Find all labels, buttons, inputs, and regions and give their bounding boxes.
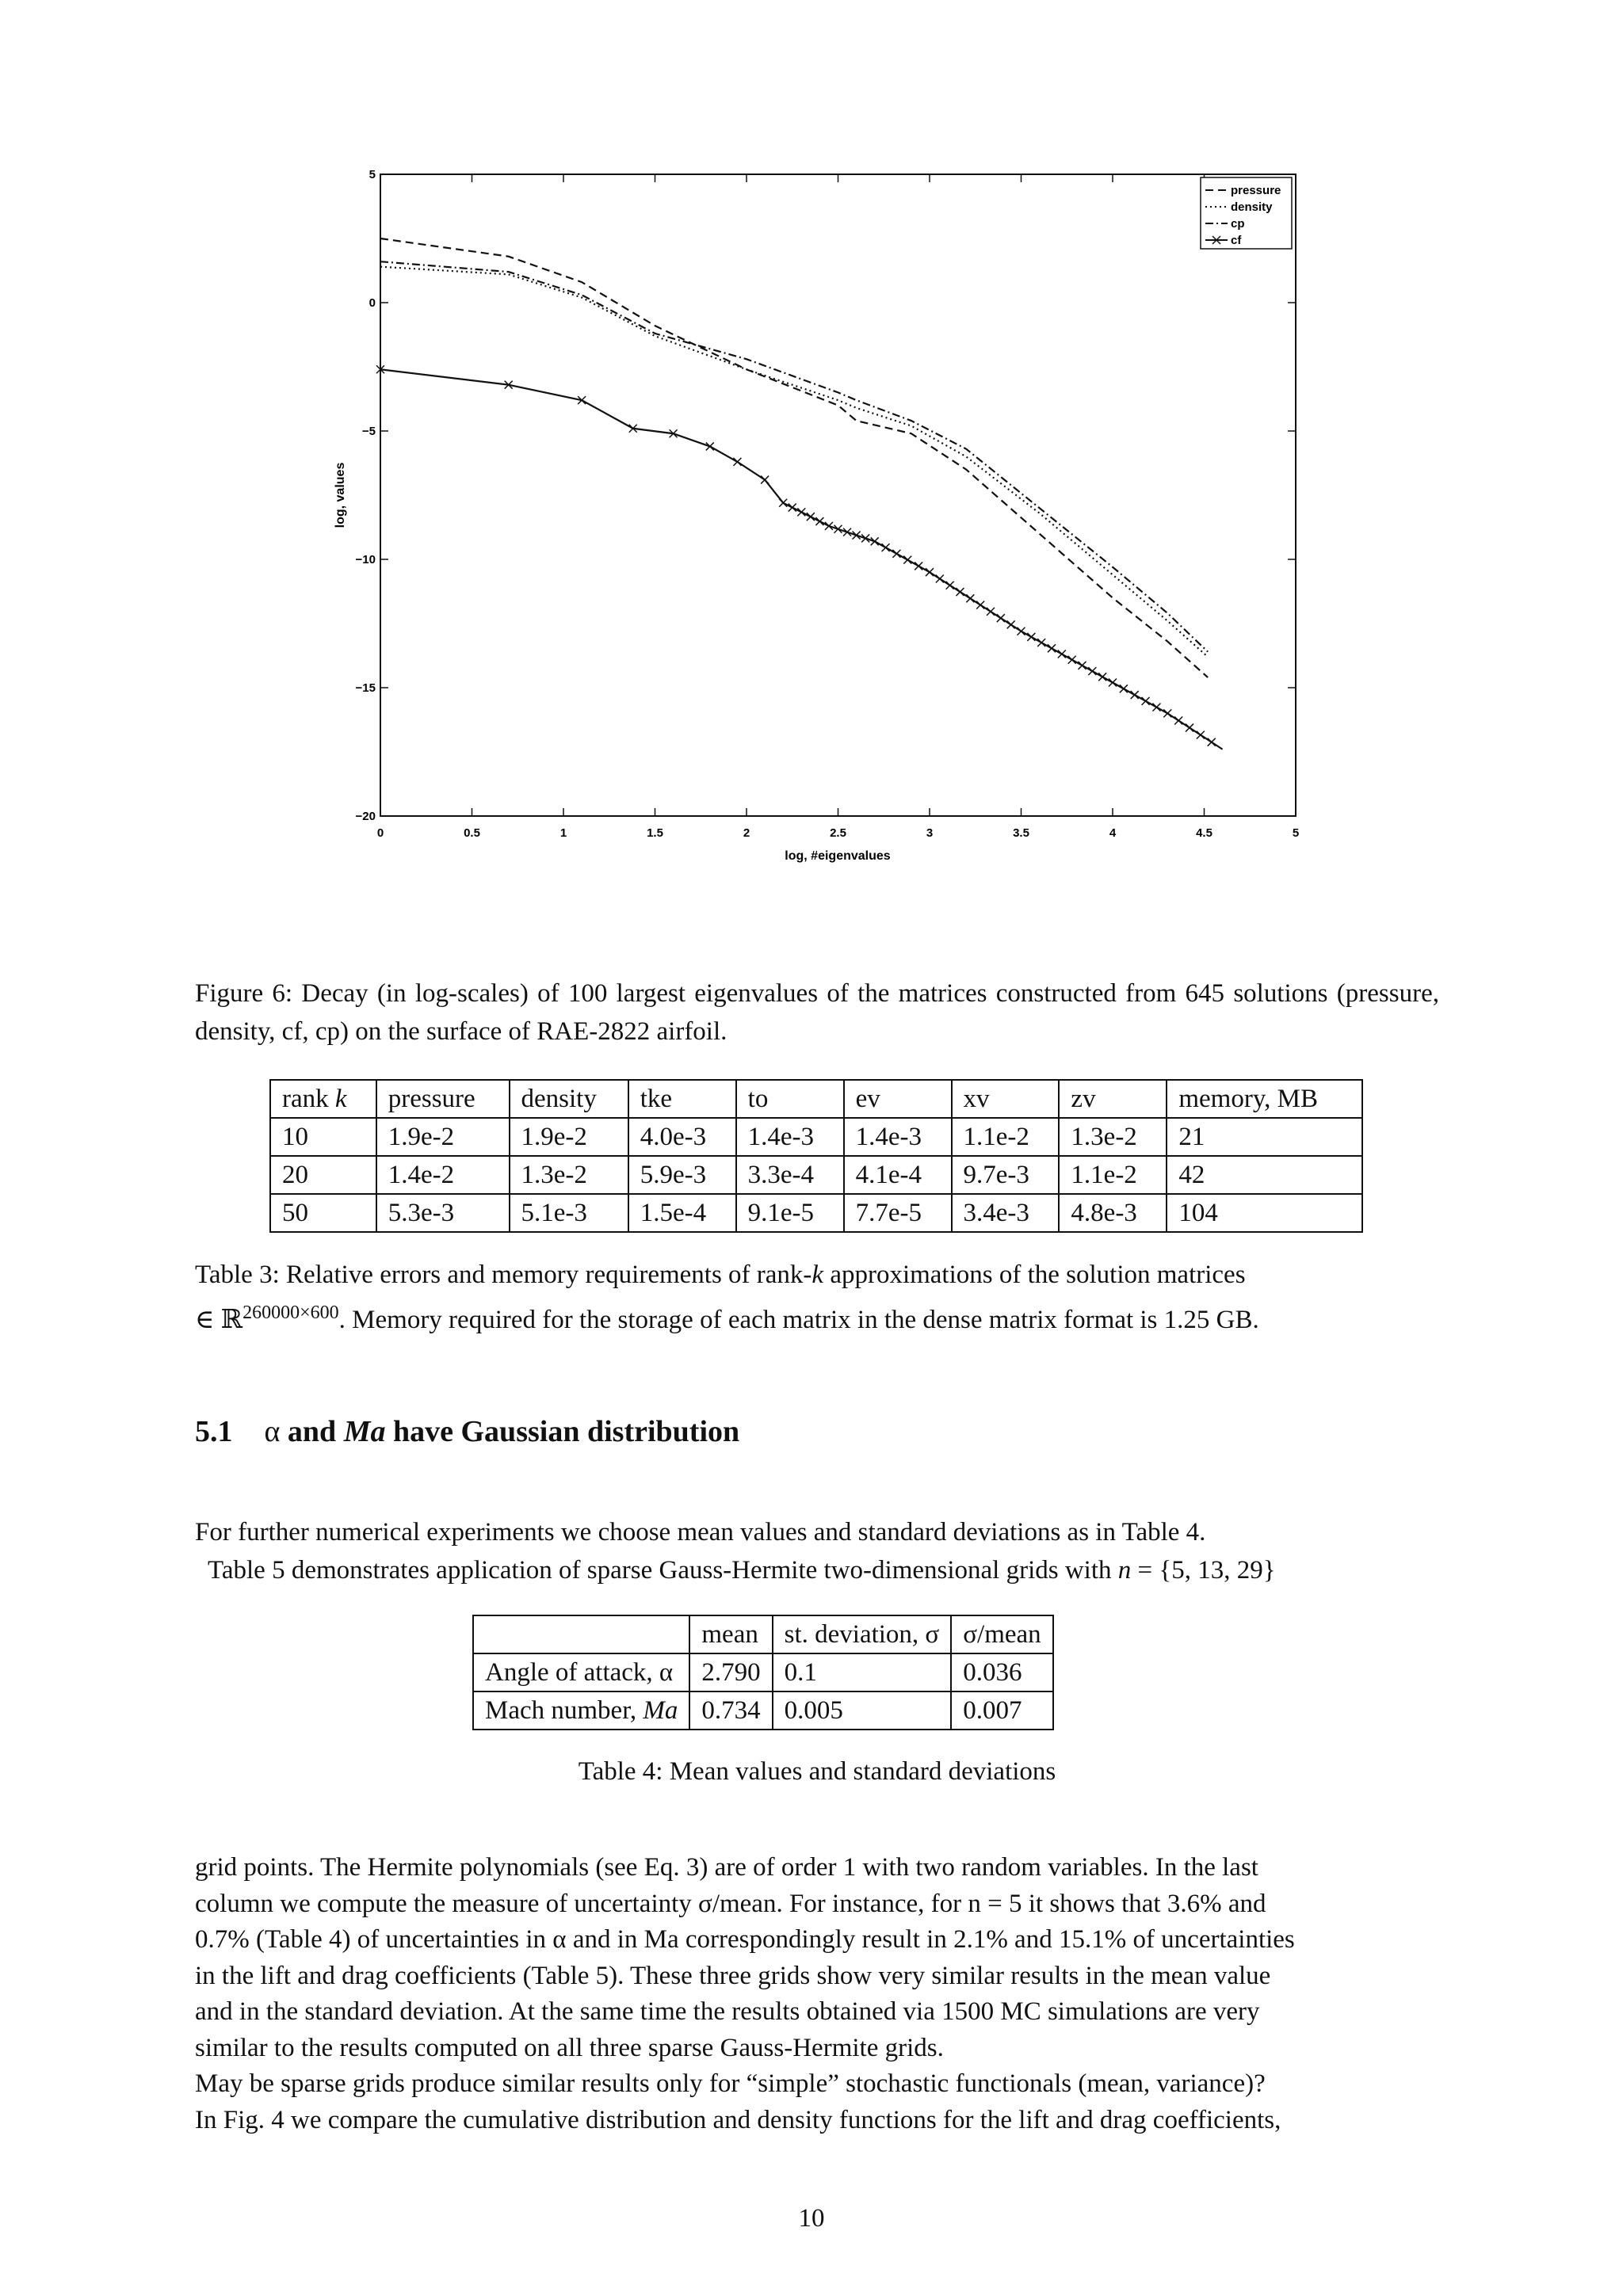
cf-marker bbox=[1131, 691, 1139, 699]
table-header-row bbox=[473, 1615, 1053, 1653]
header-cell: density bbox=[510, 1080, 628, 1118]
cf-marker bbox=[976, 601, 984, 609]
para-line: For further numerical experiments we choose mean values and standard deviations as in Table 4. bbox=[195, 1518, 1206, 1547]
table-3 bbox=[269, 1079, 1363, 1233]
cf-marker bbox=[861, 534, 869, 542]
table-row bbox=[270, 1194, 1362, 1232]
section-text: and bbox=[280, 1415, 344, 1448]
cf-marker bbox=[1027, 633, 1035, 641]
cf-marker bbox=[987, 608, 995, 616]
section-heading bbox=[195, 1414, 739, 1449]
table-cell: 0.1 bbox=[773, 1653, 952, 1691]
table-cell: 2.790 bbox=[689, 1653, 772, 1691]
x-tick-label: 1 bbox=[559, 826, 567, 840]
table-cell: 21 bbox=[1167, 1118, 1362, 1156]
cf-marker bbox=[825, 522, 833, 530]
para-line: in the lift and drag coefficients (Table 5). These three grids show very similar results in the mean value bbox=[195, 1961, 1271, 1990]
cf-marker bbox=[957, 588, 964, 596]
para-line: May be sparse grids produce similar results only for “simple” stochastic functionals (mean, variance)? bbox=[195, 2069, 1266, 2098]
table-cell: 0.734 bbox=[689, 1691, 772, 1730]
cf-marker bbox=[733, 458, 741, 466]
header-cell: memory, MB bbox=[1167, 1080, 1362, 1118]
legend bbox=[1201, 177, 1292, 249]
cf-marker bbox=[882, 543, 890, 551]
x-tick-label: 0.5 bbox=[464, 826, 480, 840]
header-cell: to bbox=[736, 1080, 844, 1118]
cf-marker bbox=[936, 574, 944, 582]
table-header-row bbox=[270, 1080, 1362, 1118]
cf-marker bbox=[789, 504, 796, 512]
table-cell: 5.9e-3 bbox=[628, 1156, 736, 1194]
y-axis-label: log, values bbox=[334, 462, 347, 528]
table-cell: 4.8e-3 bbox=[1059, 1194, 1167, 1232]
table-cell: 3.3e-4 bbox=[736, 1156, 844, 1194]
header-cell: mean bbox=[689, 1615, 772, 1653]
table-cell: 1.3e-2 bbox=[1059, 1118, 1167, 1156]
table-cell: 1.9e-2 bbox=[376, 1118, 510, 1156]
legend-entry-density: density bbox=[1231, 200, 1273, 214]
para-text: = {5, 13, 29} bbox=[1131, 1556, 1276, 1585]
para-line: column we compute the measure of uncertainty σ/mean. For instance, for n = 5 it shows that 3.6% and bbox=[195, 1889, 1266, 1918]
cf-marker bbox=[807, 513, 815, 521]
caption-text: ∈ ℝ bbox=[195, 1306, 243, 1334]
cf-marker bbox=[903, 556, 911, 564]
header-cell: xv bbox=[952, 1080, 1060, 1118]
y-tick-label: −20 bbox=[355, 810, 376, 823]
cf-marker bbox=[1163, 709, 1171, 717]
y-tick-label: 0 bbox=[369, 296, 376, 310]
legend-entry-pressure: pressure bbox=[1231, 184, 1281, 197]
table-cell: 104 bbox=[1167, 1194, 1362, 1232]
table-cell: 0.007 bbox=[951, 1691, 1052, 1730]
legend-entry-cf: cf bbox=[1231, 234, 1242, 247]
table-4-caption: Table 4: Mean values and standard deviations bbox=[578, 1757, 1056, 1786]
cf-marker bbox=[1007, 620, 1015, 628]
para-line: and in the standard deviation. At the same time the results obtained via 1500 MC simulations are very bbox=[195, 1997, 1260, 2026]
x-tick-label: 2.5 bbox=[830, 826, 846, 840]
section-text: have Gaussian distribution bbox=[385, 1415, 740, 1448]
page-number: 10 bbox=[798, 2204, 825, 2233]
cf-marker bbox=[1109, 679, 1117, 687]
y-tick-label: −10 bbox=[355, 553, 376, 566]
para-line bbox=[195, 1551, 1439, 1589]
y-tick-label: −5 bbox=[361, 425, 376, 438]
table-cell: 4.1e-4 bbox=[844, 1156, 952, 1194]
y-tick-label: 5 bbox=[369, 168, 376, 181]
cf-marker bbox=[1079, 662, 1086, 669]
cf-marker bbox=[843, 528, 851, 536]
cf-marker bbox=[853, 532, 861, 540]
table-3-caption bbox=[195, 1256, 1439, 1339]
table-cell: 50 bbox=[270, 1194, 376, 1232]
cf-marker bbox=[1037, 639, 1045, 646]
cf-marker bbox=[1186, 724, 1193, 732]
table-cell: 1.4e-3 bbox=[844, 1118, 952, 1156]
header-cell: pressure bbox=[376, 1080, 510, 1118]
cf-marker bbox=[997, 614, 1005, 622]
cf-marker bbox=[1088, 667, 1096, 675]
series-line-cp bbox=[380, 261, 1208, 651]
cf-marker bbox=[1197, 731, 1205, 739]
cf-marker bbox=[1058, 650, 1066, 658]
table-cell: 5.1e-3 bbox=[510, 1194, 628, 1232]
cf-marker bbox=[1142, 697, 1150, 705]
cf-marker bbox=[1068, 656, 1076, 664]
section-alpha: α bbox=[264, 1415, 281, 1448]
header-cell: rank k bbox=[270, 1080, 376, 1118]
caption-text: Table 3: Relative errors and memory requirements of rank- bbox=[195, 1261, 812, 1289]
x-tick-label: 5 bbox=[1292, 826, 1300, 840]
caption-text: . Memory required for the storage of each matrix in the dense matrix format is 1.25 GB. bbox=[338, 1306, 1259, 1334]
table-cell: 4.0e-3 bbox=[628, 1118, 736, 1156]
table-cell: Mach number, Ma bbox=[473, 1691, 689, 1730]
table-cell: 3.4e-3 bbox=[952, 1194, 1060, 1232]
cf-marker bbox=[706, 442, 714, 450]
italic-symbol: Ma bbox=[643, 1696, 678, 1725]
caption-k: k bbox=[812, 1261, 824, 1289]
header-cell: tke bbox=[628, 1080, 736, 1118]
table-cell: 10 bbox=[270, 1118, 376, 1156]
cf-marker bbox=[779, 499, 787, 507]
caption-sup: 260000×600 bbox=[242, 1302, 339, 1323]
section-ma: Ma bbox=[343, 1415, 386, 1448]
para-n: n bbox=[1117, 1556, 1132, 1585]
eigenvalue-decay-chart bbox=[317, 158, 1331, 887]
x-tick-label: 4 bbox=[1109, 826, 1117, 840]
series-line-density bbox=[380, 267, 1208, 657]
cf-marker bbox=[966, 594, 974, 602]
table-cell: 7.7e-5 bbox=[844, 1194, 952, 1232]
y-tick-label: −15 bbox=[355, 681, 376, 695]
x-tick-label: 1.5 bbox=[647, 826, 663, 840]
x-tick-label: 3.5 bbox=[1013, 826, 1029, 840]
para-line: grid points. The Hermite polynomials (see Eq. 3) are of order 1 with two random variables. In the last bbox=[195, 1853, 1258, 1882]
cf-marker bbox=[1152, 704, 1160, 711]
x-tick-label: 2 bbox=[743, 826, 750, 840]
italic-symbol: k bbox=[334, 1085, 347, 1113]
paragraph-1 bbox=[195, 1513, 1439, 1589]
cf-marker bbox=[1174, 716, 1182, 724]
table-cell: 9.7e-3 bbox=[952, 1156, 1060, 1194]
table-cell: 1.3e-2 bbox=[510, 1156, 628, 1194]
cf-marker bbox=[1048, 644, 1056, 652]
para-line: similar to the results computed on all three sparse Gauss-Hermite grids. bbox=[195, 2033, 944, 2062]
table-cell: 20 bbox=[270, 1156, 376, 1194]
paragraph-2 bbox=[195, 1850, 1439, 2138]
x-tick-label: 4.5 bbox=[1196, 826, 1212, 840]
header-cell: zv bbox=[1059, 1080, 1167, 1118]
series-line-pressure bbox=[380, 238, 1208, 677]
cf-marker bbox=[834, 525, 842, 533]
cf-marker bbox=[892, 550, 900, 558]
cf-marker bbox=[761, 476, 769, 484]
cf-marker bbox=[1208, 738, 1216, 746]
legend-entry-cp: cp bbox=[1231, 217, 1245, 231]
para-line: In Fig. 4 we compare the cumulative distribution and density functions for the lift and drag coefficients, bbox=[195, 2105, 1281, 2134]
table-4 bbox=[472, 1615, 1054, 1730]
section-number: 5.1 bbox=[195, 1415, 233, 1448]
series-layer bbox=[376, 238, 1223, 749]
para-text: Table 5 demonstrates application of sparse Gauss-Hermite two-dimensional grids with bbox=[208, 1556, 1118, 1585]
header-cell: σ/mean bbox=[951, 1615, 1052, 1653]
series-line-cf bbox=[380, 369, 1223, 749]
cf-marker bbox=[871, 537, 879, 545]
table-cell: 9.1e-5 bbox=[736, 1194, 844, 1232]
cf-marker bbox=[946, 582, 954, 589]
header-cell: st. deviation, σ bbox=[773, 1615, 952, 1653]
cf-marker bbox=[926, 568, 934, 576]
cf-marker bbox=[797, 508, 805, 516]
table-cell: 0.036 bbox=[951, 1653, 1052, 1691]
cf-marker bbox=[815, 517, 823, 525]
plot-frame bbox=[380, 174, 1296, 816]
table-cell: 1.4e-3 bbox=[736, 1118, 844, 1156]
x-tick-label: 3 bbox=[926, 826, 934, 840]
para-line: 0.7% (Table 4) of uncertainties in α and in Ma correspondingly result in 2.1% and 15.1% of uncertainties bbox=[195, 1925, 1295, 1954]
cf-marker bbox=[1018, 627, 1025, 635]
table-cell: 1.4e-2 bbox=[376, 1156, 510, 1194]
cf-marker bbox=[1120, 685, 1128, 692]
table-row bbox=[473, 1691, 1053, 1730]
table-cell: 42 bbox=[1167, 1156, 1362, 1194]
figure-caption: Figure 6: Decay (in log-scales) of 100 largest eigenvalues of the matrices constructed from 645 solutions (pressure, density, cf, cp) on the surface of RAE-2822 airfoil. bbox=[195, 979, 1439, 1046]
table-cell: 1.1e-2 bbox=[1059, 1156, 1167, 1194]
x-axis-label: log, #eigenvalues bbox=[785, 849, 891, 863]
header-cell bbox=[473, 1615, 689, 1653]
header-cell: ev bbox=[844, 1080, 952, 1118]
caption-text: approximations of the solution matrices bbox=[823, 1261, 1246, 1289]
table-cell: 1.9e-2 bbox=[510, 1118, 628, 1156]
x-tick-label: 0 bbox=[376, 826, 384, 840]
axis-ticks bbox=[356, 168, 1300, 840]
table-cell: 1.5e-4 bbox=[628, 1194, 736, 1232]
table-cell: 0.005 bbox=[773, 1691, 952, 1730]
table-row bbox=[473, 1653, 1053, 1691]
table-cell: Angle of attack, α bbox=[473, 1653, 689, 1691]
cf-marker bbox=[915, 562, 922, 570]
table-cell: 5.3e-3 bbox=[376, 1194, 510, 1232]
cf-marker bbox=[1098, 673, 1106, 681]
table-cell: 1.1e-2 bbox=[952, 1118, 1060, 1156]
table-row bbox=[270, 1156, 1362, 1194]
table-row bbox=[270, 1118, 1362, 1156]
